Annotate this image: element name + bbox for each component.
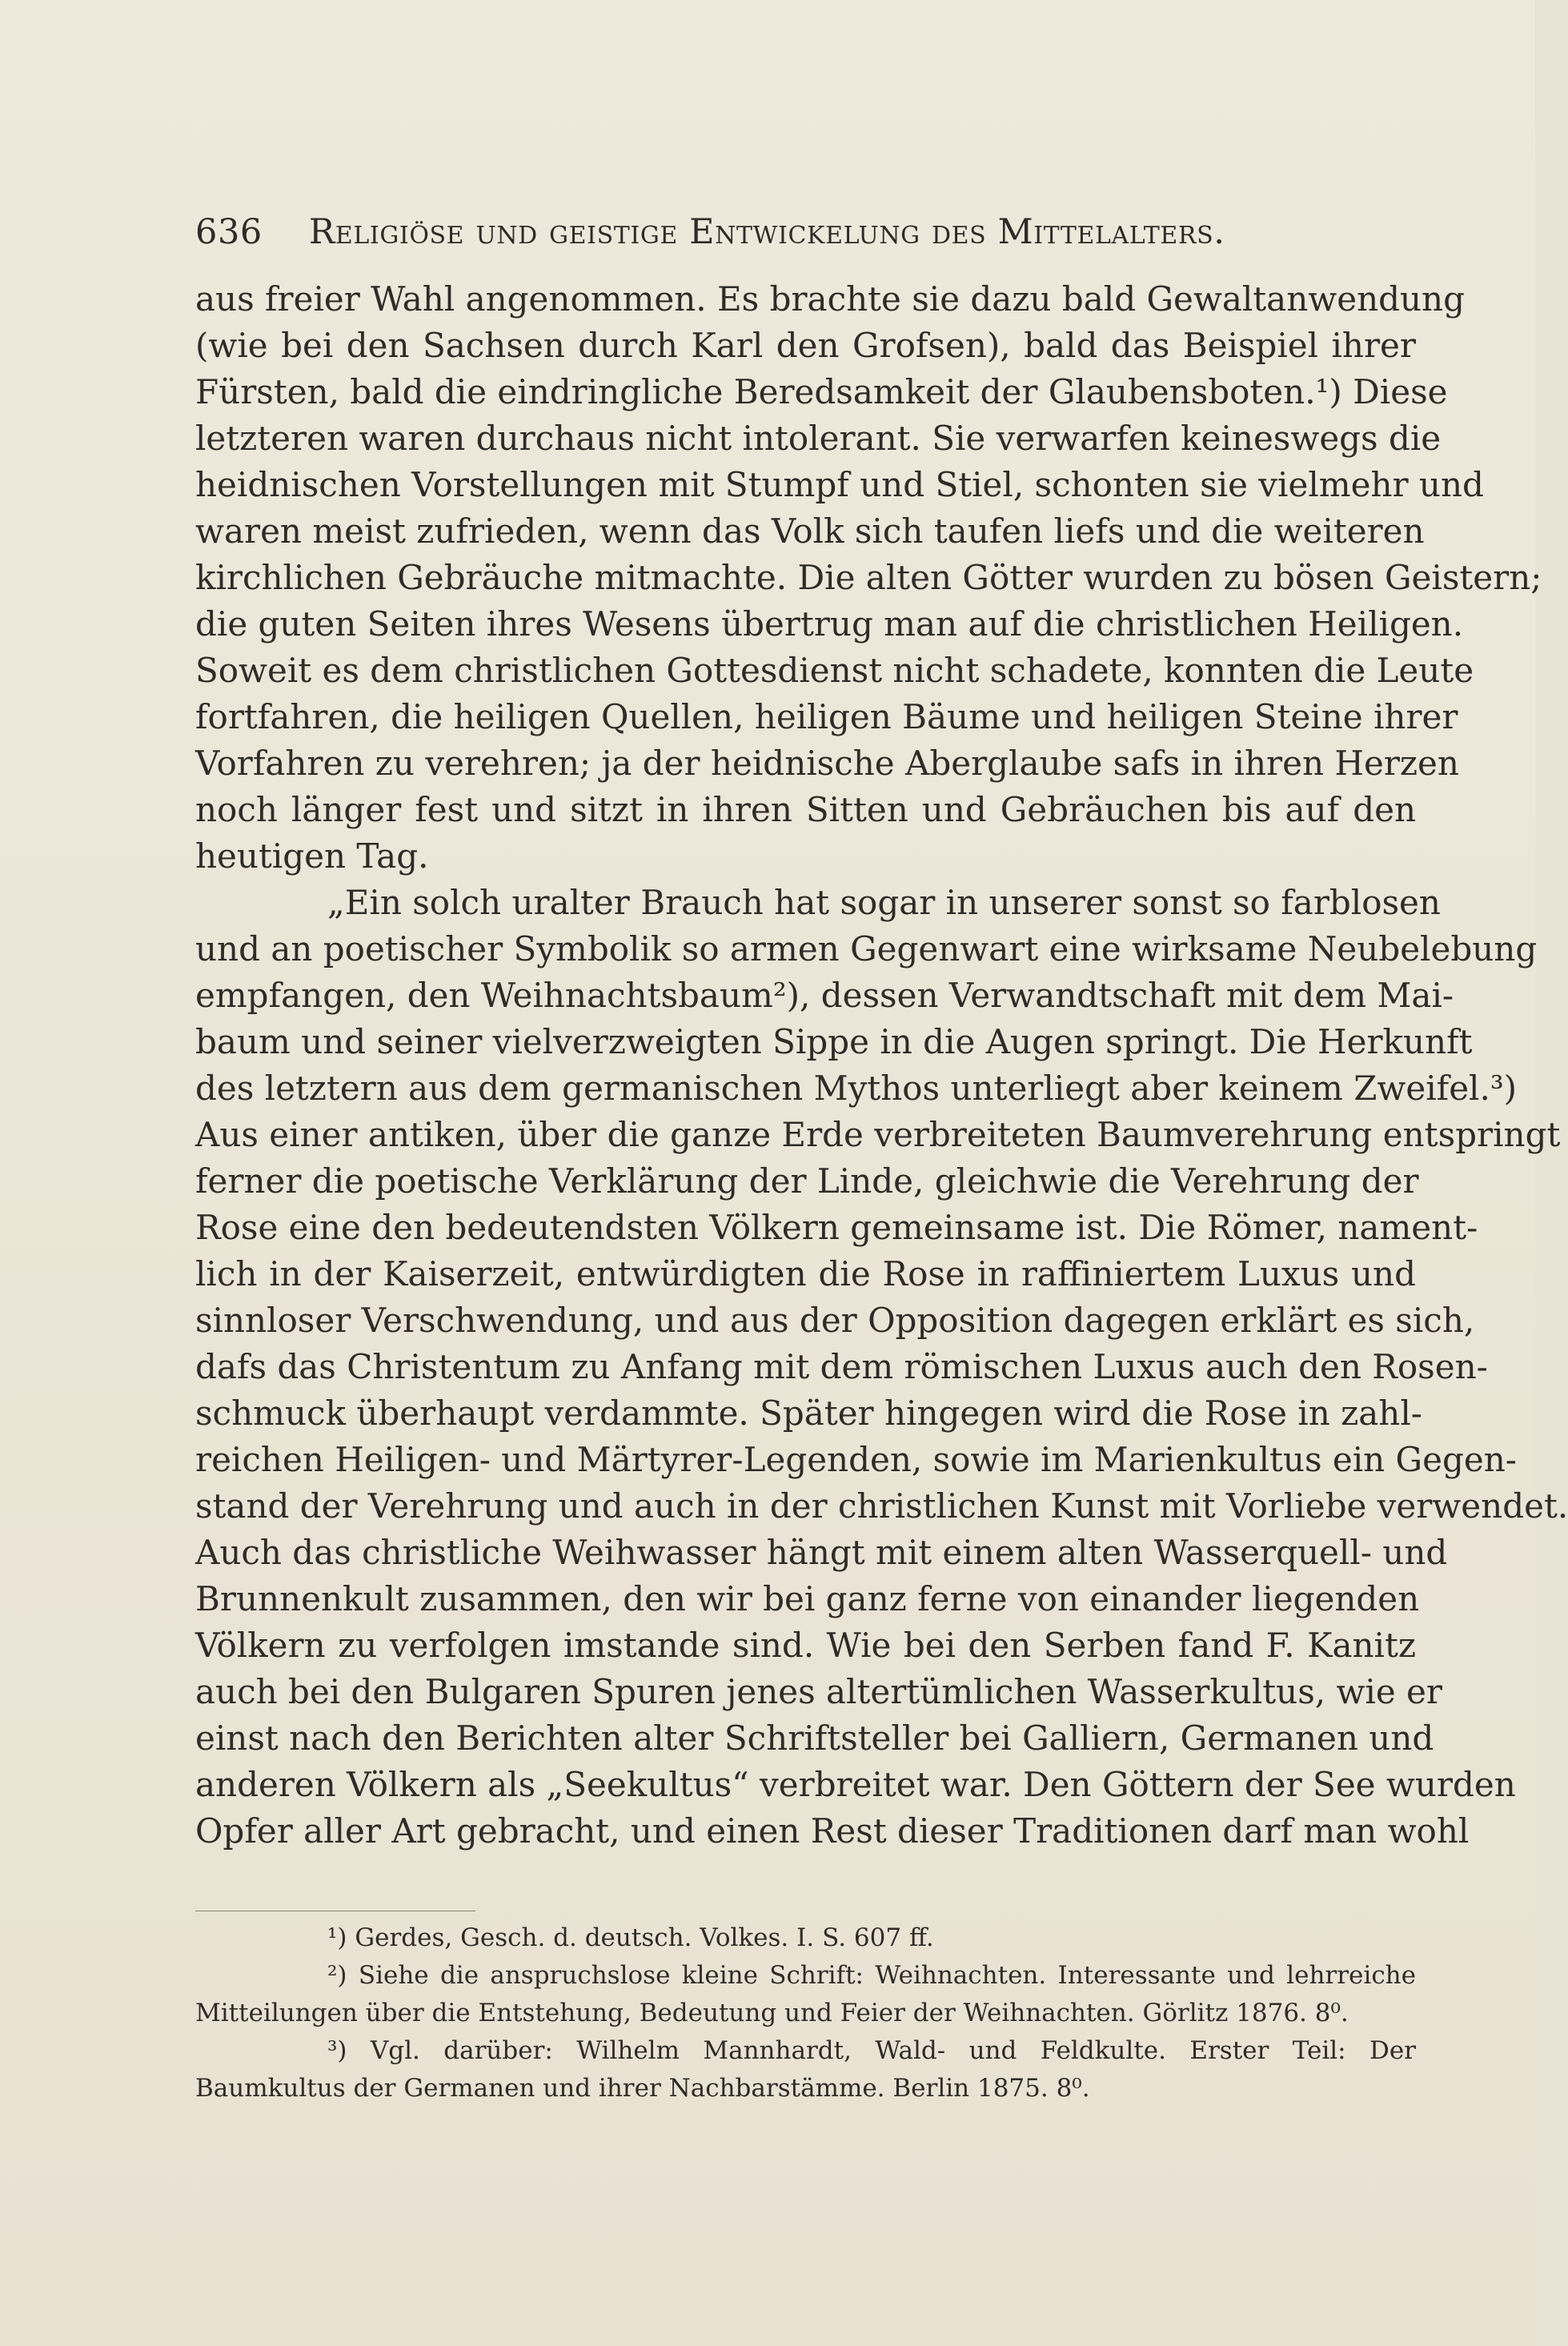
text-line: (wie bei den Sachsen durch Karl den Grofsen), bald das Beispiel ihrer bbox=[195, 326, 1416, 365]
text-line: lich in der Kaiserzeit, entwürdigten die Rose in raffiniertem Luxus und bbox=[195, 1254, 1416, 1293]
text-line: anderen Völkern als „Seekultus“ verbreitet war. Den Göttern der See wurden bbox=[195, 1765, 1516, 1804]
paragraph-start-line: „Ein solch uralter Brauch hat sogar in unserer sonst so farblosen bbox=[327, 883, 1441, 922]
page-number: 636 bbox=[195, 212, 263, 252]
text-line: heidnischen Vorstellungen mit Stumpf und Stiel, schonten sie vielmehr und bbox=[195, 465, 1484, 504]
running-title: Religiöse und geistige Entwickelung des Mittelalters. bbox=[308, 212, 1225, 252]
footnote-1: ¹) Gerdes, Gesch. d. deutsch. Volkes. I. S. 607 ff. bbox=[327, 1923, 934, 1952]
text-line: baum und seiner vielverzweigten Sippe in die Augen springt. Die Herkunft bbox=[195, 1022, 1473, 1061]
text-line: Soweit es dem christlichen Gottesdienst nicht schadete, konnten die Leute bbox=[195, 651, 1474, 690]
text-line: Vorfahren zu verehren; ja der heidnische Aberglaube safs in ihren Herzen bbox=[195, 744, 1459, 783]
footnote-3: ³) Vgl. darüber: Wilhelm Mannhardt, Wald- und Feldkulte. Erster Teil: Der bbox=[327, 2036, 1416, 2065]
text-line: auch bei den Bulgaren Spuren jenes altertümlichen Wasserkultus, wie er bbox=[195, 1672, 1442, 1711]
text-line: ferner die poetische Verklärung der Linde, gleichwie die Verehrung der bbox=[195, 1161, 1419, 1201]
text-line: dafs das Christentum zu Anfang mit dem römischen Luxus auch den Rosen- bbox=[195, 1347, 1488, 1386]
body-text bbox=[195, 276, 1568, 1855]
text-line: des letztern aus dem germanischen Mythos unterliegt aber keinem Zweifel.³) bbox=[195, 1069, 1518, 1108]
text-line: Opfer aller Art gebracht, und einen Rest dieser Traditionen darf man wohl bbox=[195, 1811, 1470, 1851]
text-line: Völkern zu verfolgen imstande sind. Wie bei den Serben fand F. Kanitz bbox=[195, 1626, 1416, 1665]
text-line: noch länger fest und sitzt in ihren Sitten und Gebräuchen bis auf den bbox=[195, 790, 1416, 829]
footnote-3-continued: Baumkultus der Germanen und ihrer Nachbarstämme. Berlin 1875. 8⁰. bbox=[195, 2074, 1090, 2103]
text-line: einst nach den Berichten alter Schriftsteller bei Galliern, Germanen und bbox=[195, 1718, 1434, 1758]
text-line: kirchlichen Gebräuche mitmachte. Die alten Götter wurden zu bösen Geistern; bbox=[195, 558, 1542, 597]
text-line: letzteren waren durchaus nicht intolerant. Sie verwarfen keineswegs die bbox=[195, 419, 1442, 458]
text-line: die guten Seiten ihres Wesens übertrug man auf die christlichen Heiligen. bbox=[195, 604, 1464, 644]
paragraph-end-line: heutigen Tag. bbox=[195, 836, 429, 876]
text-line: Fürsten, bald die eindringliche Beredsamkeit der Glaubensboten.¹) Diese bbox=[195, 372, 1448, 411]
text-line: aus freier Wahl angenommen. Es brachte sie dazu bald Gewaltanwendung bbox=[195, 279, 1465, 319]
footnote-2-continued: Mitteilungen über die Entstehung, Bedeutung und Feier der Weihnachten. Görlitz 1876. 8⁰. bbox=[195, 1999, 1349, 2027]
footnote-2: ²) Siehe die anspruchslose kleine Schrift: Weihnachten. Interessante und lehrreiche bbox=[327, 1961, 1416, 1990]
text-line: fortfahren, die heiligen Quellen, heiligen Bäume und heiligen Steine ihrer bbox=[195, 697, 1458, 736]
text-line: schmuck überhaupt verdammte. Später hingegen wird die Rose in zahl- bbox=[195, 1394, 1422, 1433]
text-line: waren meist zufrieden, wenn das Volk sich taufen liefs und die weiteren bbox=[195, 511, 1425, 551]
text-line: sinnloser Verschwendung, und aus der Opposition dagegen erklärt es sich, bbox=[195, 1301, 1475, 1340]
text-line: Rose eine den bedeutendsten Völkern gemeinsame ist. Die Römer, nament- bbox=[195, 1208, 1478, 1247]
text-line: reichen Heiligen- und Märtyrer-Legenden, sowie im Marienkultus ein Gegen- bbox=[195, 1440, 1517, 1479]
text-line: stand der Verehrung und auch in der christlichen Kunst mit Vorliebe verwendet. bbox=[195, 1486, 1568, 1526]
footnotes bbox=[195, 1919, 1416, 2107]
text-line: und an poetischer Symbolik so armen Gegenwart eine wirksame Neubelebung bbox=[195, 929, 1538, 968]
text-line: Aus einer antiken, über die ganze Erde verbreiteten Baumverehrung entspringt bbox=[195, 1115, 1561, 1154]
running-head bbox=[195, 208, 1332, 256]
text-line: Auch das christliche Weihwasser hängt mit einem alten Wasserquell- und bbox=[195, 1533, 1448, 1572]
text-line: Brunnenkult zusammen, den wir bei ganz ferne von einander liegenden bbox=[195, 1579, 1420, 1618]
text-line: empfangen, den Weihnachtsbaum²), dessen Verwandtschaft mit dem Mai- bbox=[195, 976, 1454, 1015]
